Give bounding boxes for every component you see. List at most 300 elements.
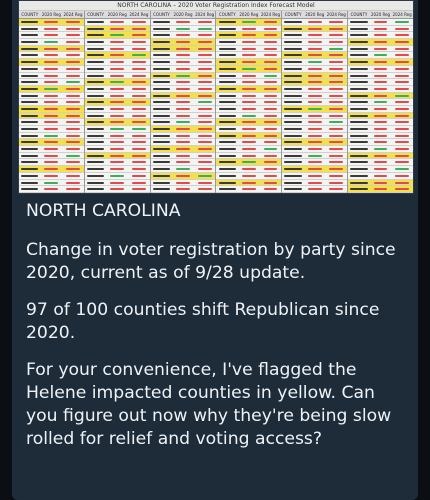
spreadsheet-cell [326,93,348,99]
spreadsheet-row [151,146,216,153]
message-bubble [12,0,418,500]
spreadsheet-cell [238,66,260,72]
spreadsheet-cell [151,93,173,99]
spreadsheet-cell [326,166,348,172]
spreadsheet-cell [128,106,150,112]
spreadsheet-cell [348,26,370,32]
spreadsheet-cell [128,119,150,125]
spreadsheet-cell [194,113,216,119]
spreadsheet-cell [62,166,84,172]
spreadsheet-cell [348,126,370,132]
spreadsheet-cell [62,39,84,45]
spreadsheet-cell [85,126,107,132]
spreadsheet-cell [304,106,326,112]
spreadsheet-cell [282,86,304,92]
spreadsheet-cell [194,39,216,45]
spreadsheet-cell [260,146,282,152]
spreadsheet-cell [106,146,128,152]
spreadsheet-cell [326,113,348,119]
spreadsheet-row [282,166,347,173]
spreadsheet-cell [370,39,392,45]
spreadsheet-cell [172,66,194,72]
spreadsheet-cell [238,173,260,179]
spreadsheet-cell [326,79,348,85]
spreadsheet-header-cell: COUNTY [153,12,170,17]
spreadsheet-cell [19,73,41,79]
spreadsheet-header-cell: 2020 Reg [239,12,259,17]
spreadsheet-cell [128,26,150,32]
spreadsheet-cell [128,159,150,165]
spreadsheet-cell [391,59,413,65]
spreadsheet-cell [216,59,238,65]
spreadsheet-row [348,106,413,113]
spreadsheet-row [282,26,347,33]
spreadsheet-cell [260,126,282,132]
spreadsheet-cell [85,173,107,179]
spreadsheet-cell [128,99,150,105]
spreadsheet-cell [128,126,150,132]
spreadsheet-cell [304,113,326,119]
spreadsheet-cell [326,153,348,159]
spreadsheet-cell [41,119,63,125]
spreadsheet-cell [19,139,41,145]
spreadsheet-row [85,39,150,46]
spreadsheet-cell [172,73,194,79]
spreadsheet-cell [260,32,282,38]
spreadsheet-row [282,186,347,193]
spreadsheet-row [282,119,347,126]
spreadsheet-cell [304,93,326,99]
spreadsheet-row [85,32,150,39]
spreadsheet-cell [216,180,238,186]
spreadsheet-row [216,79,281,86]
spreadsheet-cell [304,133,326,139]
spreadsheet-cell [391,186,413,192]
spreadsheet-cell [391,32,413,38]
spreadsheet-row [151,39,216,46]
spreadsheet-cell [370,113,392,119]
spreadsheet-cell [326,59,348,65]
spreadsheet-row [216,32,281,39]
spreadsheet-cell [62,86,84,92]
spreadsheet-cell [85,180,107,186]
spreadsheet-cell [348,46,370,52]
spreadsheet-cell [238,59,260,65]
spreadsheet-cell [304,86,326,92]
spreadsheet-header-cell: 2024 Reg [129,12,149,17]
spreadsheet-header-cell: COUNTY [218,12,236,17]
spreadsheet-cell [260,99,282,105]
spreadsheet-cell [62,46,84,52]
spreadsheet-cell [19,19,41,25]
spreadsheet-cell [151,73,173,79]
spreadsheet-cell [41,52,63,58]
spreadsheet-cell [19,59,41,65]
spreadsheet-cell [370,26,392,32]
spreadsheet-cell [391,79,413,85]
spreadsheet-cell [260,119,282,125]
spreadsheet-cell [172,46,194,52]
spreadsheet-cell [391,159,413,165]
spreadsheet-cell [62,139,84,145]
spreadsheet-row [216,133,281,140]
spreadsheet-cell [19,173,41,179]
spreadsheet-cell [19,186,41,192]
spreadsheet-cell [194,66,216,72]
spreadsheet-cell [216,19,238,25]
spreadsheet-row [19,173,84,180]
spreadsheet-cell [282,159,304,165]
spreadsheet-cell [348,52,370,58]
spreadsheet-cell [348,146,370,152]
spreadsheet-row [348,126,413,133]
spreadsheet-row [216,86,281,93]
spreadsheet-header-cell: 2020 Reg [173,12,193,17]
spreadsheet-row [85,99,150,106]
spreadsheet-cell [216,86,238,92]
spreadsheet-row [151,159,216,166]
spreadsheet-row [85,79,150,86]
spreadsheet-header-cell: 2024 Reg [392,12,412,17]
post-paragraph-3: For your convenience, I've flagged the Helene impacted counties in yellow. Can you figure out now why they're being slow rolled for relief and voting access? [26,360,392,449]
spreadsheet-row [216,73,281,80]
spreadsheet-row [19,93,84,100]
spreadsheet-cell [85,133,107,139]
spreadsheet-cell [260,59,282,65]
spreadsheet-row [85,166,150,173]
spreadsheet-cell [260,52,282,58]
spreadsheet-cell [391,180,413,186]
spreadsheet-cell [216,166,238,172]
spreadsheet-cell [194,133,216,139]
spreadsheet-cell [238,106,260,112]
spreadsheet-row [151,106,216,113]
spreadsheet-cell [151,66,173,72]
spreadsheet-row [282,159,347,166]
spreadsheet-cell [172,19,194,25]
spreadsheet-row [216,153,281,160]
spreadsheet-cell [326,119,348,125]
spreadsheet-cell [282,133,304,139]
spreadsheet-cell [19,66,41,72]
spreadsheet-cell [348,32,370,38]
spreadsheet-cell [194,126,216,132]
spreadsheet-cell [41,159,63,165]
spreadsheet-cell [391,106,413,112]
spreadsheet-cell [151,146,173,152]
spreadsheet-column-group [85,11,151,194]
spreadsheet-row [19,19,84,26]
spreadsheet-cell [260,79,282,85]
spreadsheet-cell [282,99,304,105]
spreadsheet-cell [391,153,413,159]
spreadsheet-cell [128,39,150,45]
spreadsheet-row [151,86,216,93]
spreadsheet-cell [41,73,63,79]
spreadsheet-cell [106,59,128,65]
spreadsheet-cell [194,159,216,165]
spreadsheet-image[interactable] [18,0,414,194]
spreadsheet-cell [370,146,392,152]
spreadsheet-cell [216,173,238,179]
spreadsheet-cell [326,139,348,145]
spreadsheet-cell [19,159,41,165]
spreadsheet-cell [106,79,128,85]
spreadsheet-row [85,146,150,153]
spreadsheet-row [216,19,281,26]
spreadsheet-cell [260,113,282,119]
spreadsheet-cell [62,99,84,105]
spreadsheet-row [151,133,216,140]
spreadsheet-row [85,52,150,59]
spreadsheet-row [151,173,216,180]
spreadsheet-cell [41,106,63,112]
spreadsheet-cell [151,173,173,179]
spreadsheet-cell [282,66,304,72]
spreadsheet-cell [41,59,63,65]
spreadsheet-cell [260,66,282,72]
spreadsheet-cell [172,166,194,172]
spreadsheet-cell [370,59,392,65]
spreadsheet-cell [282,126,304,132]
spreadsheet-row [216,173,281,180]
spreadsheet-row [348,52,413,59]
spreadsheet-row [85,159,150,166]
spreadsheet-cell [128,146,150,152]
spreadsheet-row [348,99,413,106]
spreadsheet-cell [85,186,107,192]
spreadsheet-cell [304,73,326,79]
spreadsheet-row [282,113,347,120]
spreadsheet-cell [216,46,238,52]
spreadsheet-row [348,159,413,166]
spreadsheet-cell [106,153,128,159]
spreadsheet-cell [19,133,41,139]
spreadsheet-cell [41,166,63,172]
spreadsheet-row [19,159,84,166]
spreadsheet-cell [106,173,128,179]
spreadsheet-header-row [85,11,150,19]
spreadsheet-cell [282,52,304,58]
spreadsheet-cell [282,153,304,159]
spreadsheet-cell [326,106,348,112]
spreadsheet-cell [19,126,41,132]
spreadsheet-header-row [348,11,413,19]
spreadsheet-cell [128,32,150,38]
spreadsheet-cell [106,39,128,45]
spreadsheet-cell [260,39,282,45]
spreadsheet-row [348,39,413,46]
spreadsheet-cell [106,19,128,25]
spreadsheet-cell [238,32,260,38]
spreadsheet-cell [282,139,304,145]
spreadsheet-cell [348,79,370,85]
spreadsheet-cell [391,126,413,132]
spreadsheet-cell [304,126,326,132]
spreadsheet-cell [151,59,173,65]
spreadsheet-cell [238,153,260,159]
spreadsheet-row [85,46,150,53]
spreadsheet-cell [370,66,392,72]
spreadsheet-row [282,46,347,53]
spreadsheet-cell [85,86,107,92]
spreadsheet-row [348,173,413,180]
spreadsheet-row [282,19,347,26]
spreadsheet-cell [326,180,348,186]
spreadsheet-cell [194,79,216,85]
spreadsheet-row [282,86,347,93]
spreadsheet-cell [19,146,41,152]
spreadsheet-row [19,86,84,93]
spreadsheet-row [282,99,347,106]
spreadsheet-row [85,126,150,133]
spreadsheet-cell [172,173,194,179]
spreadsheet-cell [391,93,413,99]
spreadsheet-cell [19,93,41,99]
spreadsheet-row [348,93,413,100]
spreadsheet-cell [194,186,216,192]
spreadsheet-cell [19,52,41,58]
spreadsheet-cell [128,166,150,172]
spreadsheet-cell [41,86,63,92]
spreadsheet-cell [41,46,63,52]
spreadsheet-header-cell: COUNTY [21,12,39,17]
spreadsheet-row [151,59,216,66]
spreadsheet-cell [282,173,304,179]
spreadsheet-cell [326,46,348,52]
spreadsheet-cell [151,139,173,145]
spreadsheet-cell [85,73,107,79]
spreadsheet-cell [85,99,107,105]
spreadsheet-row [348,113,413,120]
spreadsheet-cell [62,52,84,58]
spreadsheet-row [216,113,281,120]
spreadsheet-cell [128,86,150,92]
spreadsheet-cell [85,26,107,32]
spreadsheet-cell [194,166,216,172]
spreadsheet-cell [238,19,260,25]
spreadsheet-cell [304,79,326,85]
spreadsheet-cell [282,73,304,79]
spreadsheet-row [85,59,150,66]
spreadsheet-cell [370,173,392,179]
spreadsheet-cell [85,32,107,38]
spreadsheet-cell [151,126,173,132]
spreadsheet-cell [326,66,348,72]
spreadsheet-cell [85,166,107,172]
spreadsheet-cell [62,186,84,192]
spreadsheet-row [282,32,347,39]
spreadsheet-cell [304,166,326,172]
spreadsheet-cell [106,32,128,38]
spreadsheet-cell [304,59,326,65]
spreadsheet-cell [19,26,41,32]
spreadsheet-cell [172,126,194,132]
spreadsheet-row [348,139,413,146]
spreadsheet-cell [238,133,260,139]
spreadsheet-cell [326,86,348,92]
spreadsheet-row [19,126,84,133]
spreadsheet-row [19,46,84,53]
spreadsheet-cell [106,139,128,145]
spreadsheet-cell [106,159,128,165]
spreadsheet-cell [41,79,63,85]
spreadsheet-cell [85,59,107,65]
spreadsheet-cell [348,113,370,119]
spreadsheet-cell [282,106,304,112]
spreadsheet-header-row [19,11,84,19]
spreadsheet-row [19,39,84,46]
spreadsheet-cell [282,39,304,45]
spreadsheet-row [348,46,413,53]
spreadsheet-row [151,113,216,120]
spreadsheet-row [216,26,281,33]
spreadsheet-row [19,153,84,160]
spreadsheet-header-cell: COUNTY [284,12,302,17]
spreadsheet-cell [41,66,63,72]
spreadsheet-row [19,146,84,153]
spreadsheet-row [216,186,281,193]
spreadsheet-row [19,73,84,80]
spreadsheet-cell [238,139,260,145]
spreadsheet-cell [85,106,107,112]
spreadsheet-row [282,133,347,140]
spreadsheet-cell [391,119,413,125]
post-paragraph-2: 97 of 100 counties shift Republican since 2020. [26,300,380,343]
spreadsheet-cell [238,99,260,105]
spreadsheet-cell [348,73,370,79]
spreadsheet-cell [238,79,260,85]
spreadsheet-row [85,139,150,146]
spreadsheet-row [151,93,216,100]
spreadsheet-cell [172,153,194,159]
spreadsheet-cell [19,46,41,52]
spreadsheet-cell [238,93,260,99]
spreadsheet-row [348,180,413,187]
spreadsheet-cell [151,79,173,85]
spreadsheet-cell [85,159,107,165]
spreadsheet-row [216,139,281,146]
spreadsheet-cell [391,26,413,32]
spreadsheet-header-row [151,11,216,19]
spreadsheet-cell [260,180,282,186]
spreadsheet-cell [85,146,107,152]
spreadsheet-cell [370,119,392,125]
spreadsheet-cell [85,19,107,25]
spreadsheet-cell [260,173,282,179]
spreadsheet-cell [151,26,173,32]
spreadsheet-cell [62,133,84,139]
spreadsheet-cell [41,99,63,105]
spreadsheet-cell [194,139,216,145]
spreadsheet-cell [260,73,282,79]
spreadsheet-cell [260,153,282,159]
spreadsheet-cell [326,52,348,58]
spreadsheet-row [216,39,281,46]
spreadsheet-cell [348,186,370,192]
spreadsheet-row [19,139,84,146]
spreadsheet-cell [128,153,150,159]
spreadsheet-cell [238,180,260,186]
spreadsheet-row [85,186,150,193]
spreadsheet-cell [85,39,107,45]
spreadsheet-cell [304,19,326,25]
spreadsheet-cell [282,146,304,152]
spreadsheet-header-row [216,11,281,19]
spreadsheet-cell [348,66,370,72]
spreadsheet-cell [62,126,84,132]
spreadsheet-row [19,180,84,187]
